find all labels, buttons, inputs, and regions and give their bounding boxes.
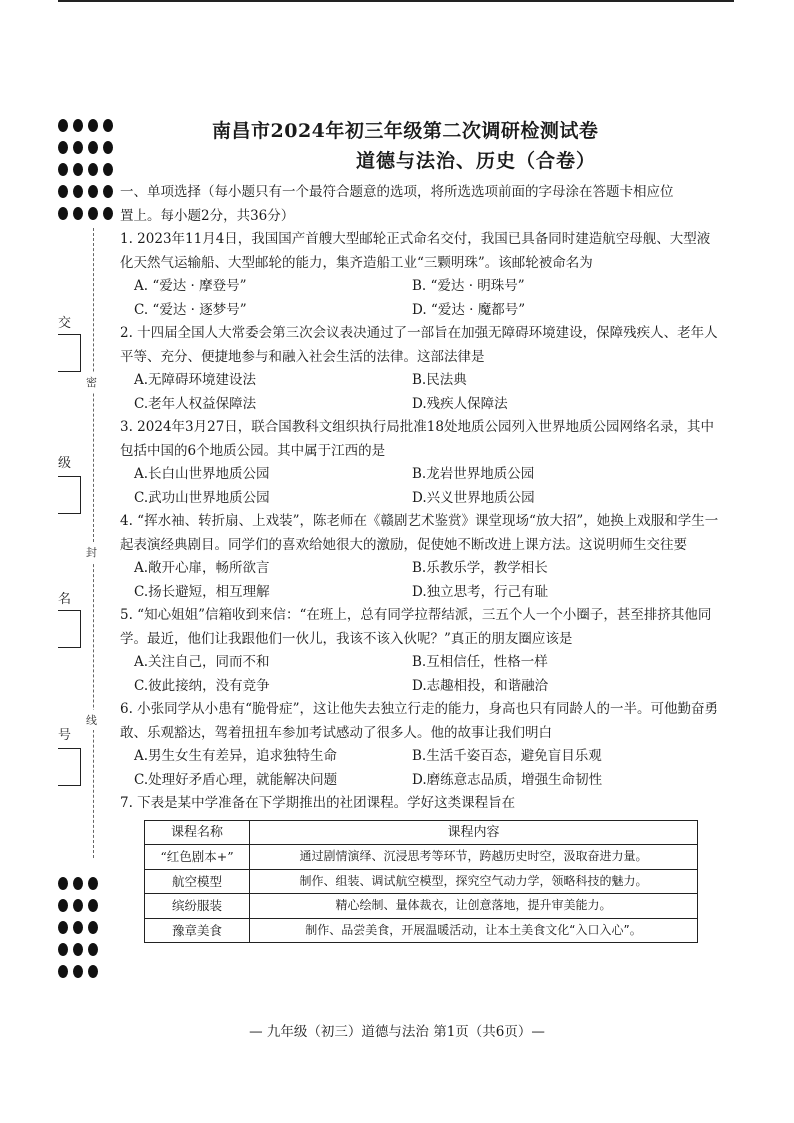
page-footer: — 九年级（初三）道德与法治 第1页（共6页）— <box>249 1024 545 1040</box>
course-name: 缤纷服装 <box>145 894 250 919</box>
question-7 <box>120 792 720 943</box>
option-a[interactable]: A.关注自己，同而不和 <box>134 654 270 670</box>
question-stem: 1. 2023年11月4日，我国国产首艘大型邮轮正式命名交付，我国已具备同时建造航空母舰、大型液化天然气运输船、大型邮轮的能力，集齐造船工业“三颗明珠”。该邮轮被命名为 <box>120 231 711 271</box>
binding-field-class-box[interactable] <box>58 476 81 514</box>
question-4 <box>120 510 720 604</box>
question-1 <box>120 228 720 322</box>
course-name: 豫章美食 <box>145 918 250 943</box>
course-name: “红色剧本+” <box>145 845 250 870</box>
binding-field-name-label: 名 <box>58 592 72 607</box>
option-d[interactable]: D.志趣相投，和谐融洽 <box>412 677 549 694</box>
section-single-choice <box>120 181 720 943</box>
binding-field-school-box[interactable] <box>58 334 81 372</box>
section-heading-line2: 置上。每小题2分，共36分） <box>120 207 295 224</box>
binding-field-class-label: 级 <box>58 456 72 471</box>
option-a[interactable]: A.敞开心扉，畅所欲言 <box>134 560 270 576</box>
question-5 <box>120 604 720 698</box>
binding-field-school-label: 交 <box>58 316 72 331</box>
seal-word-mi: 密 <box>86 372 97 392</box>
option-b[interactable]: B. “爱达 · 明珠号” <box>412 278 525 294</box>
question-6 <box>120 698 720 792</box>
seal-word-xian: 线 <box>86 710 97 730</box>
question-stem: 7. 下表是某中学准备在下学期推出的社团课程。学好这类课程旨在 <box>120 795 516 811</box>
question-stem: 2. 十四届全国人大常委会第三次会议表决通过了一部旨在加强无障碍环境建设，保障残疾人、老年人平等、充分、便捷地参与和融入社会生活的法律。这部法律是 <box>120 325 718 365</box>
question-stem: 5. “知心姐姐”信箱收到来信：“在班上，总有同学拉帮结派，三五个人一个小圈子，甚至排挤其他同学。最近，他们让我跟他们一伙儿，我该不该入伙呢？”真正的朋友圈应该是 <box>120 607 712 647</box>
binding-field-name-box[interactable] <box>58 610 81 648</box>
table-header: 课程内容 <box>250 820 698 845</box>
course-content: 制作、组装、调试航空模型，探究空气动力学，领略科技的魅力。 <box>250 869 698 894</box>
question-2 <box>120 322 720 416</box>
option-d[interactable]: D.独立思考，行己有耻 <box>412 583 549 600</box>
exam-title: 南昌市2024年初三年级第二次调研检测试卷 <box>212 120 599 142</box>
option-c[interactable]: C.处理好矛盾心理，就能解决问题 <box>134 771 338 788</box>
option-d[interactable]: D.磨练意志品质，增强生命韧性 <box>412 771 603 788</box>
option-c[interactable]: C.武功山世界地质公园 <box>134 489 270 506</box>
binding-field-number-box[interactable] <box>58 748 81 786</box>
binding-dots-bottom <box>58 872 98 982</box>
option-b[interactable]: B.龙岩世界地质公园 <box>412 466 535 482</box>
question-stem: 3. 2024年3月27日，联合国教科文组织执行局批准18处地质公园列入世界地质公园网络名录，其中包括中国的6个地质公园。其中属于江西的是 <box>120 419 714 459</box>
table-row <box>145 918 698 943</box>
question-3 <box>120 416 720 510</box>
top-rule <box>58 0 734 2</box>
option-a[interactable]: A.无障碍环境建设法 <box>134 372 257 388</box>
option-d[interactable]: D. “爱达 · 魔都号” <box>412 301 526 318</box>
option-b[interactable]: B.乐教乐学，教学相长 <box>412 560 548 576</box>
option-c[interactable]: C.彼此接纳，没有竞争 <box>134 677 270 694</box>
table-row <box>145 894 698 919</box>
binding-dots-top <box>58 114 113 224</box>
course-name: 航空模型 <box>145 869 250 894</box>
exam-subtitle: 道德与法治、历史（合卷） <box>356 150 597 172</box>
question-stem: 4. “挥水袖、转折扇、上戏装”，陈老师在《赣剧艺术鉴赏》课堂现场“放大招”，她换上戏服和学生一起表演经典剧目。同学们的喜欢给她很大的激励，促使她不断改进上课方法。这说明师生交往要 <box>120 513 719 553</box>
table-header-row <box>145 820 698 845</box>
question-stem: 6. 小张同学从小患有“脆骨症”，这让他失去独立行走的能力，身高也只有同龄人的一半。可他勤奋勇敢、乐观豁达，驾着扭扭车参加考试感动了很多人。他的故事让我们明白 <box>120 701 718 741</box>
option-c[interactable]: C.扬长避短，相互理解 <box>134 583 270 600</box>
option-c[interactable]: C. “爱达 · 逐梦号” <box>134 301 247 318</box>
course-table <box>144 820 698 944</box>
seal-word-feng: 封 <box>86 542 97 562</box>
option-c[interactable]: C.老年人权益保障法 <box>134 395 257 412</box>
course-content: 精心绘制、量体裁衣，让创意落地，提升审美能力。 <box>250 894 698 919</box>
binding-field-number-label: 号 <box>58 728 72 743</box>
option-b[interactable]: B.互相信任，性格一样 <box>412 654 548 670</box>
section-heading-line1: 一、单项选择（每小题只有一个最符合题意的选项，将所选选项前面的字母涂在答题卡相应位 <box>120 184 674 200</box>
option-d[interactable]: D.兴义世界地质公园 <box>412 489 535 506</box>
course-content: 通过剧情演绎、沉浸思考等环节，跨越历史时空，汲取奋进力量。 <box>250 845 698 870</box>
course-content: 制作、品尝美食，开展温暖活动，让本土美食文化“入口入心”。 <box>250 918 698 943</box>
option-d[interactable]: D.残疾人保障法 <box>412 395 508 412</box>
option-a[interactable]: A.男生女生有差异，追求独特生命 <box>134 748 338 764</box>
section-heading <box>120 181 720 228</box>
table-header: 课程名称 <box>145 820 250 845</box>
option-a[interactable]: A. “爱达 · 摩登号” <box>134 278 247 294</box>
option-b[interactable]: B.民法典 <box>412 372 467 388</box>
option-b[interactable]: B.生活千姿百态，避免盲目乐观 <box>412 748 602 764</box>
table-row <box>145 869 698 894</box>
table-row <box>145 845 698 870</box>
option-a[interactable]: A.长白山世界地质公园 <box>134 466 270 482</box>
